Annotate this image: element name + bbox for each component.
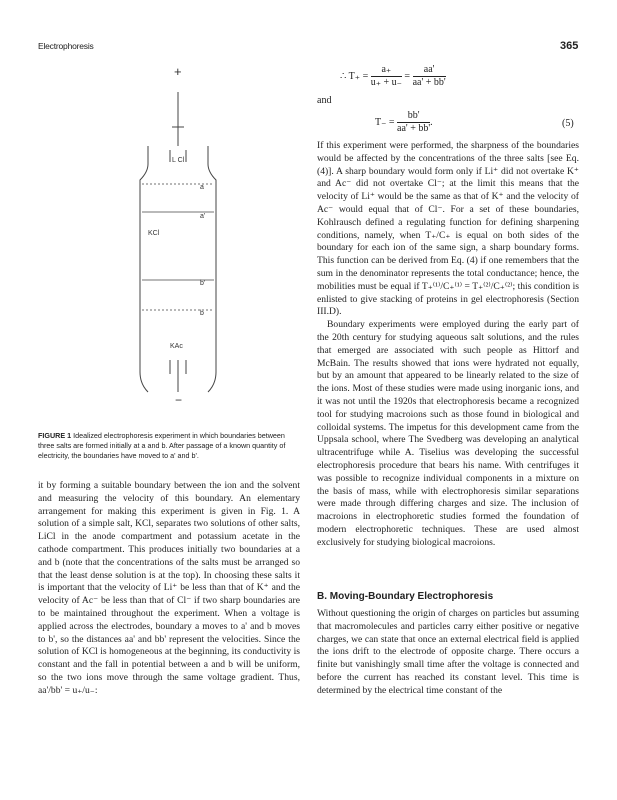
left-column-text bbox=[38, 480, 300, 698]
eq1-fraction-2: $\frac{aa'}{aa' + bb'}$ bbox=[412, 64, 446, 88]
eq1-fraction-1: $\frac{a_+}{u_+ + u_-}$ bbox=[370, 64, 402, 88]
equation-number-5: (5) bbox=[562, 118, 574, 129]
eq2-suffix: . bbox=[430, 116, 433, 128]
eq1-prefix: ∴ T₊ = bbox=[340, 70, 369, 82]
eq2-fraction: $\frac{bb'}{aa' + bb'}$ bbox=[397, 110, 431, 134]
caption-label: FIGURE 1 bbox=[38, 431, 72, 440]
right-paragraph-2: Boundary experiments were employed during the early part of the 20th century for studying aqueous salt solutions, and the rules that emerged are associated with such people as Hittorf and McBain. The results showed that ions were hydrated not equally, but by an amount that appeared to be linearly related to the size of the ions. Most of these studies were made using inorganic ions, and it was not until the 1920s that electrophoresis became a recognized tool for studying macroions such as those found in biological and colloidal systems. The impetus for this development came from the Uppsala school, where The Svedberg was developing an analytical ultracentrifuge while A. Tiselius was developing the successful electrophoresis procedure that bears his name. With centrifuges it was possible to recognize individual components in a mixture on the basis of mass, while with electrophoresis similar separations were made through differing charges and size. The inclusion of macroions in electrophoretic studies formed the foundation of modern electrophoretic techniques. These are used almost exclusively for studying biological macroions. bbox=[317, 319, 579, 548]
eq2-prefix: T₋ = bbox=[375, 116, 395, 128]
right-paragraph-3: Without questioning the origin of charges on particles but assuming that macromolecules and particles carry either positive or negative charges, we can state that once an external electrical field is applied the ions drift to the electrode of opposite charge. There occurs a finite but vanishingly small time after the voltage is connected and before the current has reached its constant level. This time is determined by the electrical time constant of the bbox=[317, 608, 579, 696]
right-column-bottom-text bbox=[317, 608, 579, 698]
caption-text: Idealized electrophoresis experiment in which boundaries between three salts are formed initially at a and b. After passage of a known quantity of electricity, the boundaries have moved to a' and b'. bbox=[38, 431, 286, 460]
kcl-label: KCl bbox=[148, 230, 160, 237]
right-column-top-text bbox=[317, 140, 579, 550]
equation-t-minus bbox=[375, 110, 433, 135]
equation-t-plus bbox=[340, 64, 446, 89]
page-number: 365 bbox=[560, 40, 579, 52]
boundary-a-label: a bbox=[200, 184, 204, 191]
boundary-b-prime-label: b' bbox=[200, 280, 206, 287]
equation-and: and bbox=[317, 95, 332, 106]
figure-1-caption bbox=[38, 431, 300, 461]
section-heading: B. Moving-Boundary Electrophoresis bbox=[317, 591, 494, 602]
right-paragraph-1: If this experiment were performed, the sharpness of the boundaries would be affected by the concentrations of the three salts [see Eq. (4)]. A sharp boundary would form only if Li⁺ did not overtake K⁺ and Ac⁻ did not overtake Cl⁻; at the limit this means that the velocity of Li⁺ would be the same as that of K⁺ and the velocity of Ac⁻ would equal that of Cl⁻. For a set of these boundaries, Kohlrausch defined a regulating function for defining sharpening conditions, namely, when T₊/C₊ is equal on both sides of the boundary for each ion of the same sign, a sharp boundary forms. This function can be derived from Eq. (4) if one remembers that the sum in the denominator represents the total conductance; hence, the mobilities must be equal if T₊⁽¹⁾/C₊⁽¹⁾ = T₊⁽²⁾/C₊⁽²⁾; this condition is enlisted to give stacking of proteins in gel electrophoresis (Section III.D). bbox=[317, 140, 579, 318]
kac-label: KAc bbox=[170, 343, 183, 350]
running-header-title: Electrophoresis bbox=[38, 41, 94, 51]
boundary-a-prime-label: a' bbox=[200, 213, 206, 220]
licl-label: L Cl bbox=[172, 157, 185, 164]
boundary-b-label: b bbox=[200, 310, 204, 317]
anode-plus-label: + bbox=[174, 64, 182, 79]
figure-1-diagram bbox=[120, 62, 230, 407]
eq1-equals: = bbox=[404, 70, 411, 82]
left-paragraph-1: it by forming a suitable boundary between the ion and the solvent and measuring the velocity of this boundary. An elementary arrangement for making this experiment is given in Fig. 1. A solution of a simple salt, KCl, separates two solutions of other salts, LiCl in the anode compartment and potassium acetate in the cathode compartment. This produces initially two boundaries at a and b (note that the concentrations of the salts must be arranged so that the least dense solution is at the top). In choosing these salts it is important that the velocity of Li⁺ be less than that of K⁺ and the velocity of Ac⁻ be less than that of Cl⁻ if two sharp boundaries are to be maintained throughout the experiment. When a voltage is applied across the electrodes, boundary a moves to a' and b moves to b', so the distances aa' and bb' represent the velocities. Since the solution of KCl is homogeneous at the beginning, its conductivity is constant and the fall in potential between a and b will be uniform, so the two ions move through the same voltage gradient. Thus, aa'/bb' = u₊/u₋: bbox=[38, 480, 300, 696]
cathode-minus-label: − bbox=[175, 393, 183, 407]
